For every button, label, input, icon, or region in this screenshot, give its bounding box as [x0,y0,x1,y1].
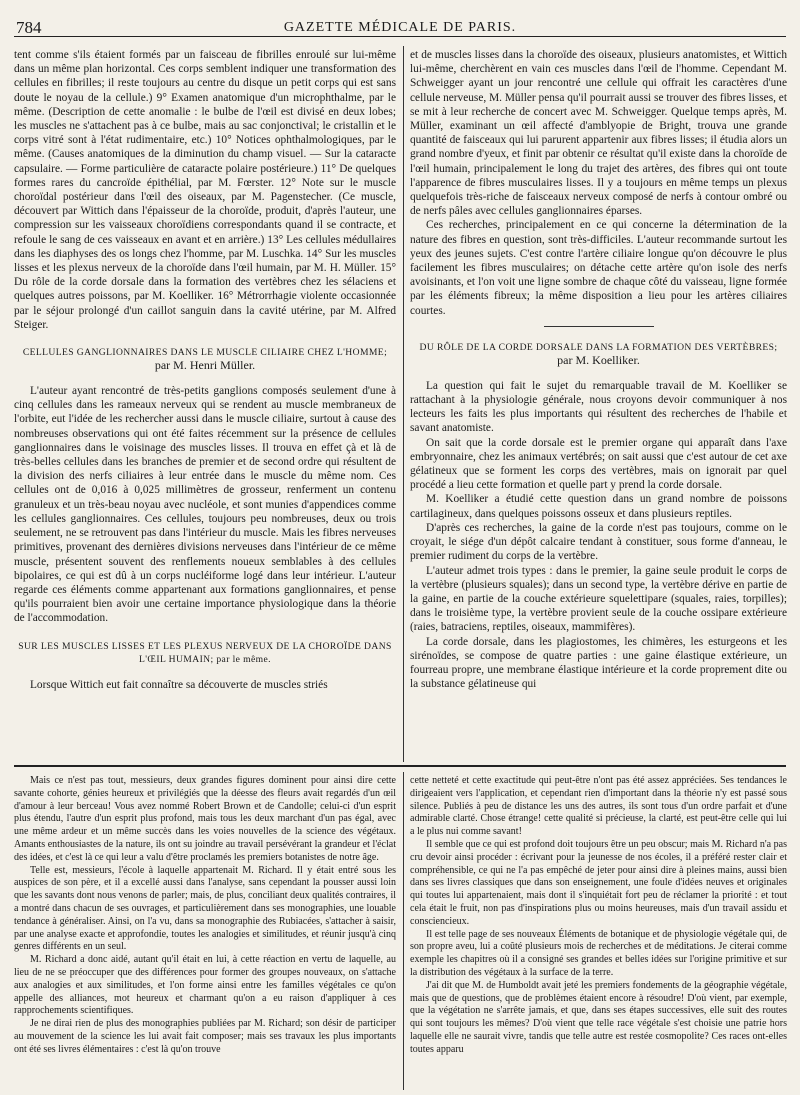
section-title: SUR LES MUSCLES LISSES ET LES PLEXUS NERVEUX DE LA CHOROÏDE DANS L'ŒIL HUMAIN; par le même. [18,640,392,665]
paragraph: On sait que la corde dorsale est le premier organe qui apparaît dans l'axe embryonnaire, chez les animaux vertébrés; on sait aussi que c'est autour de cet axe gélatineux que se forment les corps des vertèbres, mais on ignorait par quel procédé a lieu cette formation et quelle part y prend la corde dorsale. [410,436,787,492]
paragraph: M. Richard a donc aidé, autant qu'il était en lui, à cette réaction en vertu de laquelle, au lieu de ne se préoccuper que des différences pour former des groupes nouveaux, on s'attache aux analogies et aux similitudes, et l'on forme ainsi entre les familles végétales ce qu'on appelle des alliances, mot heureux et charmant qu'on a eu raison d'appliquer à ces rapprochements scientifiques. [14,954,396,1017]
paragraph: L'auteur ayant rencontré de très-petits ganglions composés seulement d'une à cinq cellules dans les rameaux nerveux qui se rendent au muscle membraneux de l'orbite, eut l'idée de les rechercher aussi dans le muscle ciliaire, surtout à cause des nombreuses observations qui ont été faites récemment sur la présence de cellules ganglionnaires dans le voisinage des muscles lisses. Il trouva en effet çà et là de très-belles cellules dans les branches de premier et de second ordre qui résultent de la division des nerfs ciliaires à leur entrée dans le muscle du même nom. Ces cellules ont de 0,016 à 0,025 millimètres de grosseur, renferment un contenu granuleux et un très-beau noyau avec nucléole, et sont munies d'appendices comme les cellules ganglionnaires. Ces cellules, toujours peu nombreuses, deux ou trois seulement, ne se retrouvent pas dans l'intérieur du muscle. Mais les fibres nerveuses primitives, provenant des dernières divisions nerveuses dans l'intérieur de ce même muscle, présentent souvent des renflements noueux semblables à des cellules bipolaires, ce qui est dû à un corps nucléiforme logé dans leur intérieur. L'auteur regarde ces éléments comme appartenant aux formations ganglionnaires, et pense qu'ils pourraient bien avoir une certaine importance physiologique dans la théorie de l'accommodation. [14,385,396,625]
feuilleton-right-column [410,775,787,1091]
paragraph: Ces recherches, principalement en ce qui concerne la détermination de la nature des fibres en question, sont très-difficiles. L'auteur recommande surtout les yeux des jeunes sujets. C'est contre l'artère ciliaire longue qu'on découvre le plus facilement les fibres musculaires; on détache cette artère qu'on isole des nerfs avoisinants, et l'on voit une ligne sombre de chaque côté du vaisseau, ligne formée par les éléments fibreux; la même disposition a lieu pour les artères ciliaires courtes. [410,219,787,317]
page-number: 784 [16,18,42,37]
paragraph: Lorsque Wittich eut fait connaître sa découverte de muscles striés [30,678,328,691]
paragraph: D'après ces recherches, la gaine de la corde n'est pas toujours, comme on le croyait, le siége d'un dépôt calcaire tendant à constituer, sous forme d'anneau, le premier rudiment du corps de la vertèbre. [410,521,787,563]
section-heading-dorsal-cord [410,341,787,367]
section-divider [544,326,654,327]
section-heading-ganglion-cells [14,346,396,372]
paragraph: Je ne dirai rien de plus des monographies publiées par M. Richard; son désir de participer au mouvement de la science les lui avait fait composer; mais ses travaux les plus importants ont été ses livres élémentaires : c'est là qu'on trouve [14,1018,396,1055]
paragraph: Mais ce n'est pas tout, messieurs, deux grandes figures dominent pour ainsi dire cette savante cohorte, génies heureux et privilégiés que la déesse des fleurs avait regardés d'un œil d'amour à leur berceau! Vous avez nommé Robert Brown et de Candolle; celui-ci d'un esprit plus étendu, l'autre d'un esprit plus profond, mais tous les deux marchant d'un pas égal, avec une même ardeur et un même succès dans les voies nouvelles de la science des végétaux. Amants enthousiastes de la nature, ils ont su joindre au travail persévérant la grandeur et l'éclat des idées, et c'est là ce qui leur a valu d'être proclamés les premiers botanistes de notre âge. [14,775,396,863]
paragraph: La corde dorsale, dans les plagiostomes, les chimères, les esturgeons et les sirénoïdes, se compose de quatre parties : une gaine élastique extérieure, un fourreau propre, une membrane élastique intérieure et la corde proprement dite ou la substance gélatineuse qui [410,635,787,691]
column-divider [403,772,404,1090]
paragraph: J'ai dit que M. de Humboldt avait jeté les premiers fondements de la géographie végétale, mais que de questions, que de problèmes étaient encore à résoudre! D'où vient, par exemple, que la végétation ne s'arrête jamais, et que, dans ses étapes successives, elle suit des routes qui sont toujours les mêmes? D'où vient que telle race végétale s'est choisie une patrie hors laquelle elle ne saurait vivre, tandis que telle autre est restée cosmopolite? Ces races ont-elles toutes apparu [410,979,787,1055]
paragraph: tent comme s'ils étaient formés par un faisceau de fibrilles enroulé sur lui-même dans un même plan horizontal. Ces corps semblent indiquer une transformation des cellules en fibrilles; il reste toujours au centre du disque un petit corps qui est sans doute le noyau de la cellule.) 9° Examen anatomique d'un microphthalme, par le même. (Description de cette anomalie : le bulbe de l'œil est divisé en deux lobes; les muscles ne s'attachent pas à ce bulbe, mais au sac conjonctival; le cristallin et le corps vitré sont à l'état rudimentaire, etc.) 10° Notices ophthalmologiques, par le même. (Causes anatomiques de la diminution du champ visuel. — Sur la cataracte capsulaire. — Forme particulière de cataracte polaire postérieure.) 11° De quelques formes rares du cancroïde épithélial, par M. Fœrster. 12° Note sur le muscle choroïdal postérieur dans l'œil des oiseaux, par M. Pagenstecher. (Ce muscle, découvert par Wittich dans l'épaisseur de la choroïde, produit, d'après l'auteur, une compression sur les vaisseaux choroïdiens correspondants quand il se contracte, et refoule le sang de ces vaisseaux en avant et en arrière.) 13° Les cellules médullaires dans les diaphyses des os longs chez l'homme, par M. Luschka. 14° Sur les muscles lisses et les plexus nerveux de la choroïde dans l'œil humain, par M. H. Müller. 15° Du rôle de la corde dorsale dans la formation des vertèbres chez les sélaciens et quelques autres poissons, par M. Koelliker. 16° Métrorrhagie violente occasionnée par le séjour prolongé d'un caillot sanguin dans la cavité utérine, par M. Alfred Steiger. [14,49,396,331]
section-author: par M. Koelliker. [557,352,640,367]
section-title: CELLULES GANGLIONNAIRES DANS LE MUSCLE CILIAIRE CHEZ L'HOMME; [22,347,388,359]
paragraph: La question qui fait le sujet du remarquable travail de M. Koelliker se rattachant à la physiologie générale, nous croyons devoir communiquer à nos lecteurs les faits les plus importants qui résultent des recherches de l'habile et savant anatomiste. [410,379,787,435]
section-author: par M. Henri Müller. [154,358,256,373]
paragraph: et de muscles lisses dans la choroïde des oiseaux, plusieurs anatomistes, et Wittich lui-même, cherchèrent en vain ces muscles dans l'œil de l'homme. Cependant M. Schweigger ayant un jour rencontré une cellule qui offrait les caractères d'une cellule nerveuse, M. Müller pensa qu'il pourrait aussi se trouver des fibres lisses, et se mit à leur recherche de concert avec M. Schweigger. Quelque temps après, M. Müller, examinant un œil affecté d'amblyopie de Bright, trouva une grande quantité de faisceaux qui lui parurent appartenir aux fibres lisses; il étudia alors un grand nombre d'yeux, et finit par obtenir ce résultat qu'il existe dans la choroïde de l'œil humain, principalement le long du trajet des artères, des fibres qui ont toute l'apparence de fibres musculaires lisses. Il y a toujours en même temps un plexus quelquefois très-riche de faisceaux nerveux composé de nerfs à contour ombré ou de nerfs pâles avec cellules ganglionnaires éparses. [410,49,787,218]
column-divider [403,46,404,762]
feuilleton-divider [14,765,786,767]
upper-left-column [14,48,396,760]
paragraph: Il semble que ce qui est profond doit toujours être un peu obscur; mais M. Richard n'a pas cru devoir ainsi procéder : écrivant pour la jeunesse de nos écoles, il a préféré rester clair et compréhensible, ce qui ne l'a pas empêché de jeter pour ainsi dire à pleines mains, aussi bien dans ses livres classiques que dans son enseignement, une foule d'idées neuves et originales qui toutes lui appartenaient, mais dont il s'inquiétait fort peu de réclamer la priorité : et tout cela était le fruit, non pas d'inspirations plus ou moins heureuses, mais d'un travail assidu et consciencieux. [410,838,787,927]
upper-right-column [410,48,787,760]
page-header [14,6,786,37]
section-title: DU RÔLE DE LA CORDE DORSALE DANS LA FORMATION DES VERTÈBRES; [419,341,778,353]
paragraph: Il est telle page de ses nouveaux Éléments de botanique et de physiologie végétale qui, de son propre aveu, lui a coûté plusieurs mois de recherches et de méditations. Je citerai comme exemple les chapitres où il a consigné ses grandes et belles idées sur l'origine primitive et sur la distribution des végétaux à la surface de la terre. [410,928,787,978]
paragraph: L'auteur admet trois types : dans le premier, la gaine seule produit le corps de la vertèbre (plusieurs squales); dans un second type, la vertèbre dérive en partie de la gaine, en partie de la couche extérieure squelettipare (squales, raies, torpilles); dans le troisième type, la vertèbre provient seule de la couche ossipare extérieure (raies, batraciens, reptiles, oiseaux, mammifères). [410,564,787,634]
paragraph: Telle est, messieurs, l'école à laquelle appartenait M. Richard. Il y était entré sous les auspices de son père, et il a excellé aussi dans l'analyse, sans cependant la pousser aussi loin que les savants dont nous venons de parler; mais, de plus, conciliant deux qualités contraires, il a montré dans chacun de ses ouvrages, et particulièrement dans ses monographies, une louable tendance à généraliser. Ainsi, on l'a vu, dans sa monographie des Rubiacées, s'attacher à saisir, par une analyse exacte et approfondie, toutes les analogies et similitudes, et réunir jusqu'à cinq genres différents en un seul. [14,864,396,953]
paragraph: cette netteté et cette exactitude qui peut-être n'ont pas été assez appréciées. Ses tendances le dirigeaient vers l'application, et cependant rien d'important dans la théorie n'y est passé sous silence. Publiés à peu de distance les uns des autres, ils sont tous d'un ordre parfait et d'une admirable clarté. Chose étrange! cette qualité si précieuse, la clarté, est peut-être celle qui lui a le plus nui comme savant! [410,775,787,838]
feuilleton-left-column [14,775,396,1091]
section-heading-smooth-muscles [14,640,396,666]
journal-title: GAZETTE MÉDICALE DE PARIS. [283,20,517,35]
paragraph: M. Koelliker a étudié cette question dans un grand nombre de poissons cartilagineux, dans quelques poissons osseux et dans plusieurs reptiles. [410,493,787,520]
